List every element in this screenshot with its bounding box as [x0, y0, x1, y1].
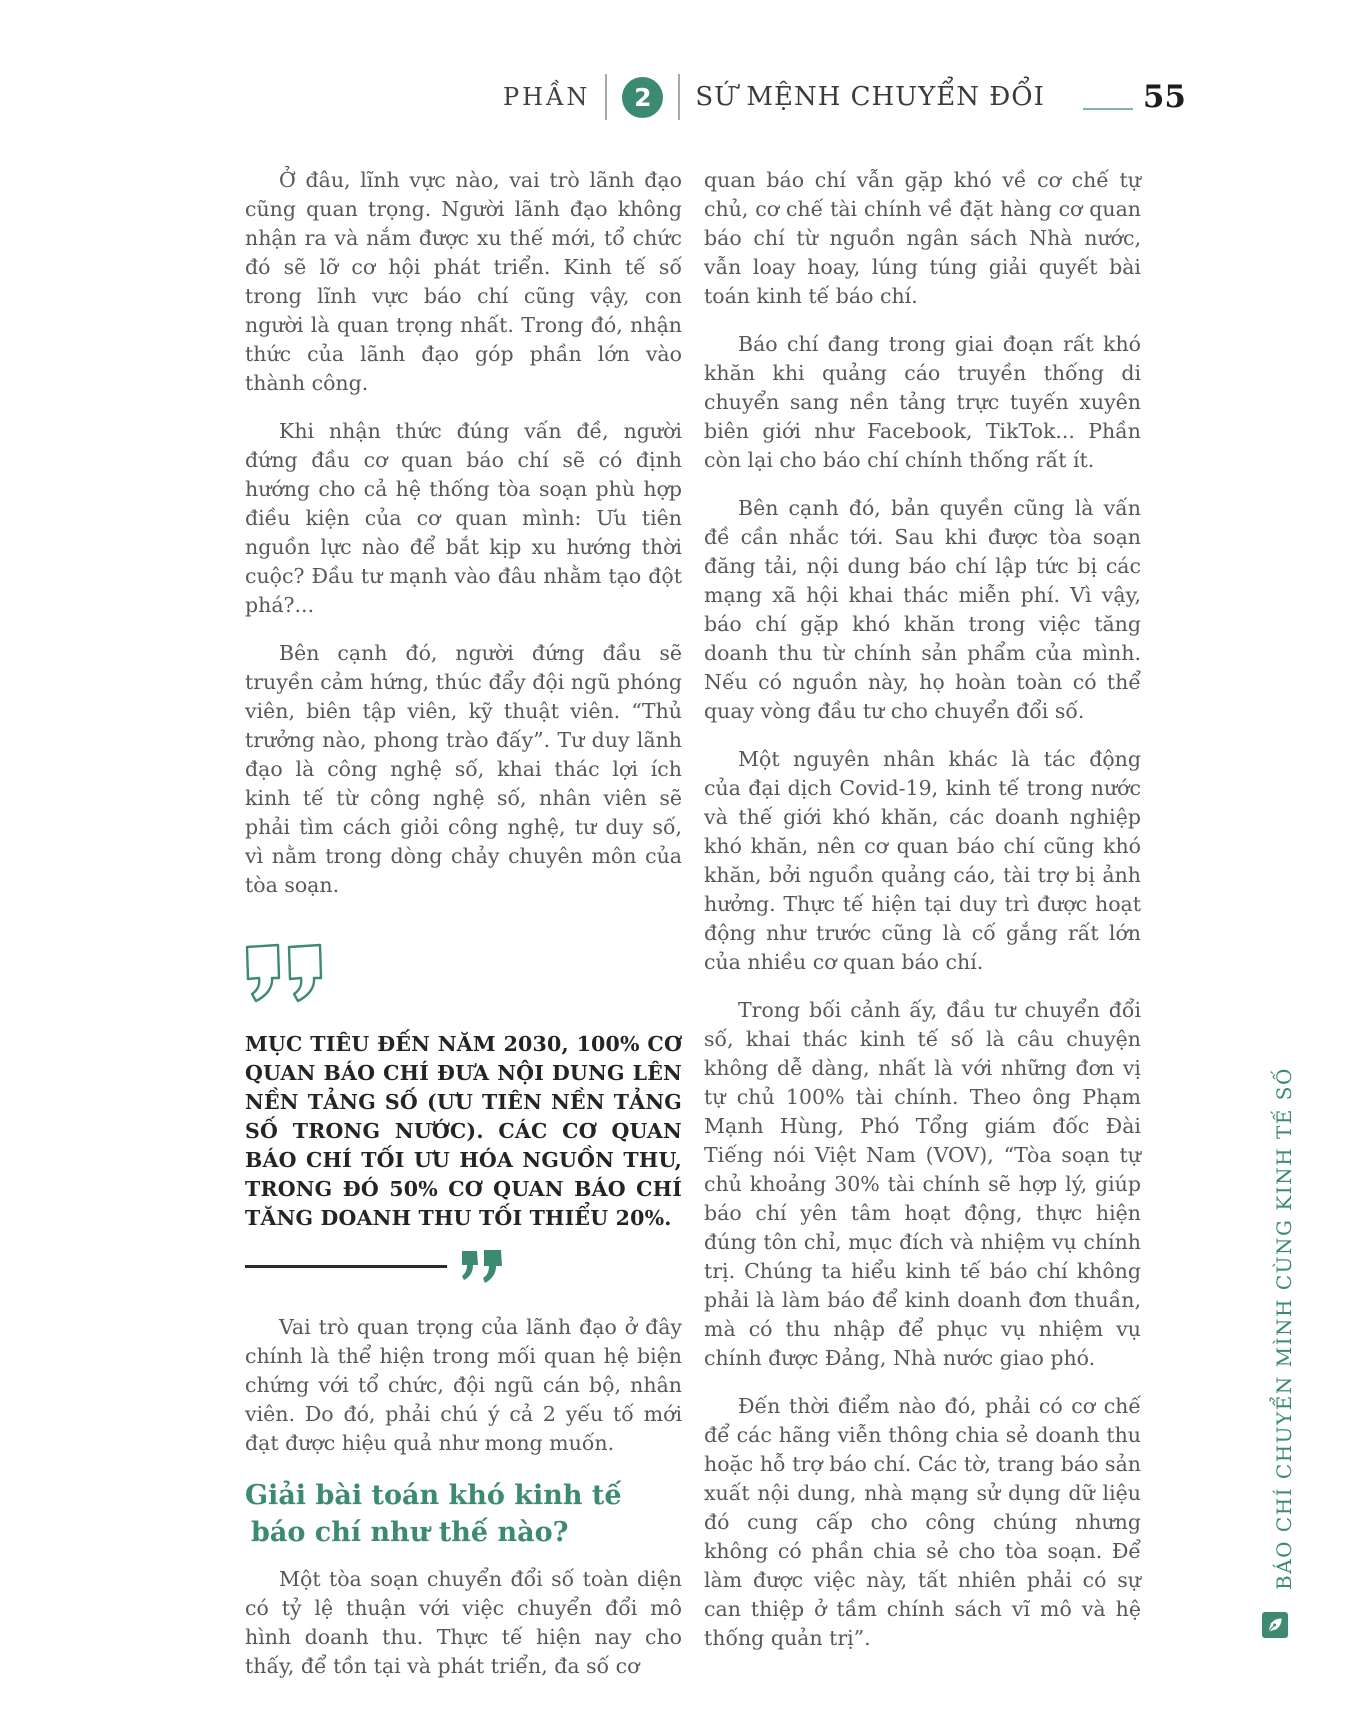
section-subheading: [245, 1477, 682, 1551]
body-paragraph: Bên cạnh đó, người đứng đầu sẽ truyền cảm hứng, thúc đẩy đội ngũ phóng viên, biên tập viên, kỹ thuật viên. “Thủ trưởng nào, phong trào đấy”. Tư duy lãnh đạo là công nghệ số, khai thác lợi ích kinh tế từ công nghệ số, nhân viên sẽ phải tìm cách giỏi công nghệ, tư duy số, vì nằm trong dòng chảy chuyên môn của tòa soạn.: [245, 641, 682, 897]
body-paragraph: Bên cạnh đó, bản quyền cũng là vấn đề cần nhắc tới. Sau khi được tòa soạn đăng tải, nội dung báo chí lập tức bị các mạng xã hội khai thác miễn phí. Vì vậy, báo chí gặp khó khăn trong việc tăng doanh thu từ chính sản phẩm của mình. Nếu có nguồn này, họ hoàn toàn có thể quay vòng đầu tư cho chuyển đổi số.: [704, 496, 1141, 723]
part-number-badge: 2: [622, 77, 663, 118]
close-quote-icon: [461, 1249, 503, 1283]
body-paragraph: Một nguyên nhân khác là tác động của đại dịch Covid-19, kinh tế trong nước và thế giới khó khăn, các doanh nghiệp khó khăn, nên cơ quan báo chí cũng khó khăn, bởi nguồn quảng cáo, tài trợ bị ảnh hưởng. Thực tế hiện tại duy trì được hoạt động như trước cũng là cố gắng rất lớn của nhiều cơ quan báo chí.: [704, 747, 1141, 974]
body-paragraph: Một tòa soạn chuyển đổi số toàn diện có tỷ lệ thuận với việc chuyển đổi mô hình doanh thu. Thực tế hiện nay cho thấy, để tồn tại và phát triển, đa số cơ: [245, 1567, 682, 1678]
right-column: [704, 166, 1141, 1672]
body-paragraph: Khi nhận thức đúng vấn đề, người đứng đầu cơ quan báo chí sẽ có định hướng cho cả hệ thống tòa soạn phù hợp điều kiện của cơ quan mình: Ưu tiên nguồn lực nào để bắt kịp xu hướng thời cuộc? Đầu tư mạnh vào đâu nhằm tạo đột phá?...: [245, 419, 682, 617]
subheading-line: báo chí như thế nào?: [251, 1517, 569, 1548]
page-number: 55: [1142, 79, 1186, 115]
subheading-line: Giải bài toán khó kinh tế: [245, 1480, 622, 1511]
pull-quote-block: [245, 942, 682, 1283]
pull-quote-footer: [245, 1249, 682, 1283]
page-number-rule: [1083, 108, 1133, 110]
part-label: PHẦN: [502, 83, 591, 111]
quote-rule: [245, 1265, 447, 1268]
pull-quote-text: MỤC TIÊU ĐẾN NĂM 2030, 100% CƠ QUAN BÁO CHÍ ĐƯA NỘI DUNG LÊN NỀN TẢNG SỐ (ƯU TIÊN NỀN TẢNG SỐ TRONG NƯỚC). CÁC CƠ QUAN BÁO CHÍ TỐI ƯU HÓA NGUỒN THU, TRONG ĐÓ 50% CƠ QUAN BÁO CHÍ TĂNG DOANH THU TỐI THIỂU 20%.: [245, 1032, 682, 1230]
page-header: [503, 74, 1186, 120]
open-quote-icon: [245, 942, 323, 1004]
body-paragraph: Đến thời điểm nào đó, phải có cơ chế để các hãng viễn thông chia sẻ doanh thu hoặc hỗ trợ báo chí. Các tờ, trang báo sản xuất nội dung, nhà mạng sử dụng dữ liệu đó cung cấp cho công chúng nhưng không có phần chia sẻ cho tòa soạn. Để làm được việc này, tất nhiên phải có sự can thiệp ở tầm chính sách vĩ mô và hệ thống quản trị”.: [704, 1394, 1141, 1650]
header-divider: [605, 74, 607, 120]
pen-nib-icon: [1262, 1612, 1288, 1638]
body-paragraph: Vai trò quan trọng của lãnh đạo ở đây chính là thể hiện trong mối quan hệ biện chứng với tổ chức, đội ngũ cán bộ, nhân viên. Do đó, phải chú ý cả 2 yếu tố mới đạt được hiệu quả như mong muốn.: [245, 1315, 682, 1455]
body-paragraph: Báo chí đang trong giai đoạn rất khó khăn khi quảng cáo truyền thống di chuyển sang nền tảng trực tuyến xuyên biên giới như Facebook, TikTok... Phần còn lại cho báo chí chính thống rất ít.: [704, 332, 1141, 472]
left-column: [245, 166, 682, 1700]
body-paragraph: quan báo chí vẫn gặp khó về cơ chế tự chủ, cơ chế tài chính về đặt hàng cơ quan báo chí từ nguồn ngân sách Nhà nước, vẫn loay hoay, lúng túng giải quyết bài toán kinh tế báo chí.: [704, 168, 1141, 308]
section-title: SỨ MỆNH CHUYỂN ĐỔI: [695, 82, 1045, 112]
body-paragraph: Ở đâu, lĩnh vực nào, vai trò lãnh đạo cũng quan trọng. Người lãnh đạo không nhận ra và nắm được xu thế mới, tổ chức đó sẽ lỡ cơ hội phát triển. Kinh tế số trong lĩnh vực báo chí cũng vậy, con người là quan trọng nhất. Trong đó, nhận thức của lãnh đạo góp phần lớn vào thành công.: [245, 168, 682, 395]
body-paragraph: Trong bối cảnh ấy, đầu tư chuyển đổi số, khai thác kinh tế số là câu chuyện không dễ dàng, nhất là với những đơn vị tự chủ 100% tài chính. Theo ông Phạm Mạnh Hùng, Phó Tổng giám đốc Đài Tiếng nói Việt Nam (VOV), “Tòa soạn tự chủ khoảng 30% tài chính sẽ hợp lý, giúp báo chí yên tâm hoạt động, thực hiện đúng tôn chỉ, mục đích và nhiệm vụ chính trị. Chúng ta hiểu kinh tế báo chí không phải là làm báo để kinh doanh đơn thuần, mà có thu nhập để phục vụ nhiệm vụ chính được Đảng, Nhà nước giao phó.: [704, 998, 1141, 1370]
vertical-book-title: BÁO CHÍ CHUYỂN MÌNH CÙNG KINH TẾ SỐ: [1272, 1067, 1296, 1590]
header-divider: [678, 74, 680, 120]
